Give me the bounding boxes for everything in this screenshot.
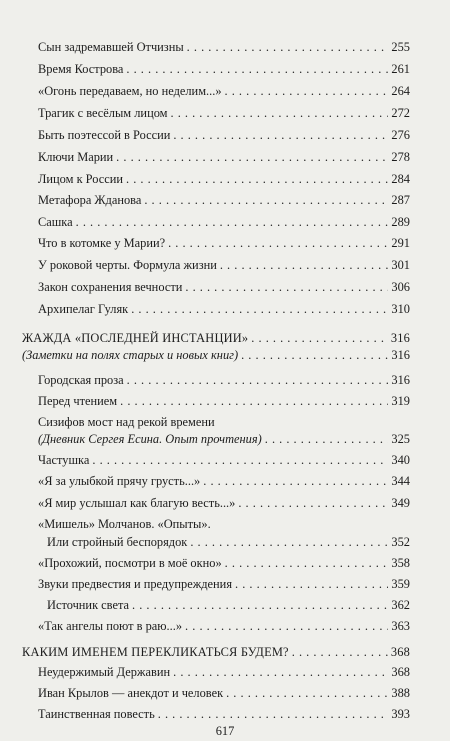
entry-title: Ключи Марии <box>38 150 114 164</box>
section-heading <box>22 331 410 346</box>
entry-page: 287 <box>391 193 410 207</box>
toc-entry-subtitle <box>47 535 410 550</box>
toc-entry <box>38 172 410 187</box>
entry-page: 393 <box>391 707 410 721</box>
toc-entry <box>47 598 410 613</box>
entry-title: «Огонь передаваем, но неделим...» <box>38 84 222 98</box>
section-heading <box>22 645 410 660</box>
entry-page: 272 <box>391 106 410 120</box>
entry-page: 276 <box>391 128 410 142</box>
entry-title: Сизифов мост над рекой времени <box>38 415 215 429</box>
toc-entry <box>38 128 410 143</box>
page-number: 617 <box>215 724 235 738</box>
entry-subtitle: (Дневник Сергея Есина. Опыт прочтения) <box>38 432 262 446</box>
toc-entry <box>38 193 410 208</box>
entry-page: 264 <box>391 84 410 98</box>
toc-entry <box>38 150 410 165</box>
entry-title: Архипелаг Гуляк <box>38 302 129 316</box>
entry-title: Быть поэтессой в России <box>38 128 171 142</box>
entry-title: Закон сохранения вечности <box>38 280 183 294</box>
entry-page: 388 <box>391 686 410 700</box>
entry-page: 319 <box>391 394 410 408</box>
entry-page: 363 <box>391 619 410 633</box>
entry-title: Трагик с весёлым лицом <box>38 106 168 120</box>
entry-page: 301 <box>391 258 410 272</box>
entry-title: «Я за улыбкой прячу грусть...» <box>38 474 201 488</box>
toc-entry <box>38 453 410 468</box>
toc-entry <box>38 619 410 634</box>
entry-title: Иван Крылов — анекдот и человек <box>38 686 224 700</box>
section-title: КАКИМ ИМЕНЕМ ПЕРЕКЛИКАТЬСЯ БУДЕМ? <box>22 645 289 659</box>
toc-entry-multiline <box>38 517 410 532</box>
entry-title: Перед чтением <box>38 394 118 408</box>
toc-entry <box>38 496 410 511</box>
toc-entry-subtitle <box>38 432 410 447</box>
entry-title: Сын задремавшей Отчизны <box>38 40 184 54</box>
entry-title: Сашка <box>38 215 73 229</box>
entry-title: Что в котомке у Марии? <box>38 236 166 250</box>
entry-title: «Так ангелы поют в раю...» <box>38 619 183 633</box>
section-subtitle-page: 316 <box>391 348 410 362</box>
entry-page: 362 <box>391 598 410 612</box>
entry-page: 289 <box>391 215 410 229</box>
section-title: ЖАЖДА «ПОСЛЕДНЕЙ ИНСТАНЦИИ» <box>22 331 249 345</box>
toc-entry <box>38 215 410 230</box>
entry-page: 352 <box>391 535 410 549</box>
entry-page: 316 <box>391 373 410 387</box>
entry-page: 306 <box>391 280 410 294</box>
toc-entry <box>38 302 410 317</box>
entry-title: Таинственная повесть <box>38 707 155 721</box>
toc-entry-multiline <box>38 415 410 430</box>
entry-title: У роковой черты. Формула жизни <box>38 258 217 272</box>
entry-title: «Я мир услышал как благую весть...» <box>38 496 236 510</box>
toc-entry <box>38 236 410 251</box>
section-subtitle-row <box>22 348 410 363</box>
entry-page: 358 <box>391 556 410 570</box>
entry-title-line2: Или стройный беспорядок <box>47 535 188 549</box>
entry-page: 255 <box>391 40 410 54</box>
toc-entry <box>38 394 410 409</box>
toc-entry <box>38 280 410 295</box>
toc-entry <box>38 40 410 55</box>
toc-entry <box>38 556 410 571</box>
entry-title: Городская проза <box>38 373 124 387</box>
entry-title: «Прохожий, посмотри в моё окно» <box>38 556 222 570</box>
section-page: 316 <box>390 331 410 345</box>
toc-entry <box>38 665 410 680</box>
entry-title: Звуки предвестия и предупреждения <box>38 577 233 591</box>
toc-entry <box>38 707 410 722</box>
entry-page: 278 <box>391 150 410 164</box>
entry-page: 310 <box>391 302 410 316</box>
entry-title: Время Кострова <box>38 62 124 76</box>
section-subtitle: (Заметки на полях старых и новых книг) <box>22 348 239 362</box>
entry-page: 344 <box>391 474 410 488</box>
toc-entry <box>38 686 410 701</box>
entry-page: 291 <box>391 236 410 250</box>
entry-title: Источник света <box>47 598 130 612</box>
entry-page: 284 <box>391 172 410 186</box>
toc-entry <box>38 373 410 388</box>
entry-title: Метафора Жданова <box>38 193 142 207</box>
toc-entry <box>38 577 410 592</box>
section-page: 368 <box>390 645 410 659</box>
entry-title: «Мишель» Молчанов. «Опыты». <box>38 517 211 531</box>
entry-page: 340 <box>391 453 410 467</box>
entry-title: Лицом к России <box>38 172 124 186</box>
entry-page: 368 <box>391 665 410 679</box>
entry-title: Неудержимый Державин <box>38 665 171 679</box>
toc-entry <box>38 258 410 273</box>
entry-page: 349 <box>391 496 410 510</box>
toc-entry <box>38 84 410 99</box>
entry-page: 325 <box>391 432 410 446</box>
toc-entry <box>38 106 410 121</box>
entry-page: 261 <box>391 62 410 76</box>
entry-page: 359 <box>391 577 410 591</box>
toc-entry <box>38 62 410 77</box>
toc-entry <box>38 474 410 489</box>
entry-title: Частушка <box>38 453 90 467</box>
